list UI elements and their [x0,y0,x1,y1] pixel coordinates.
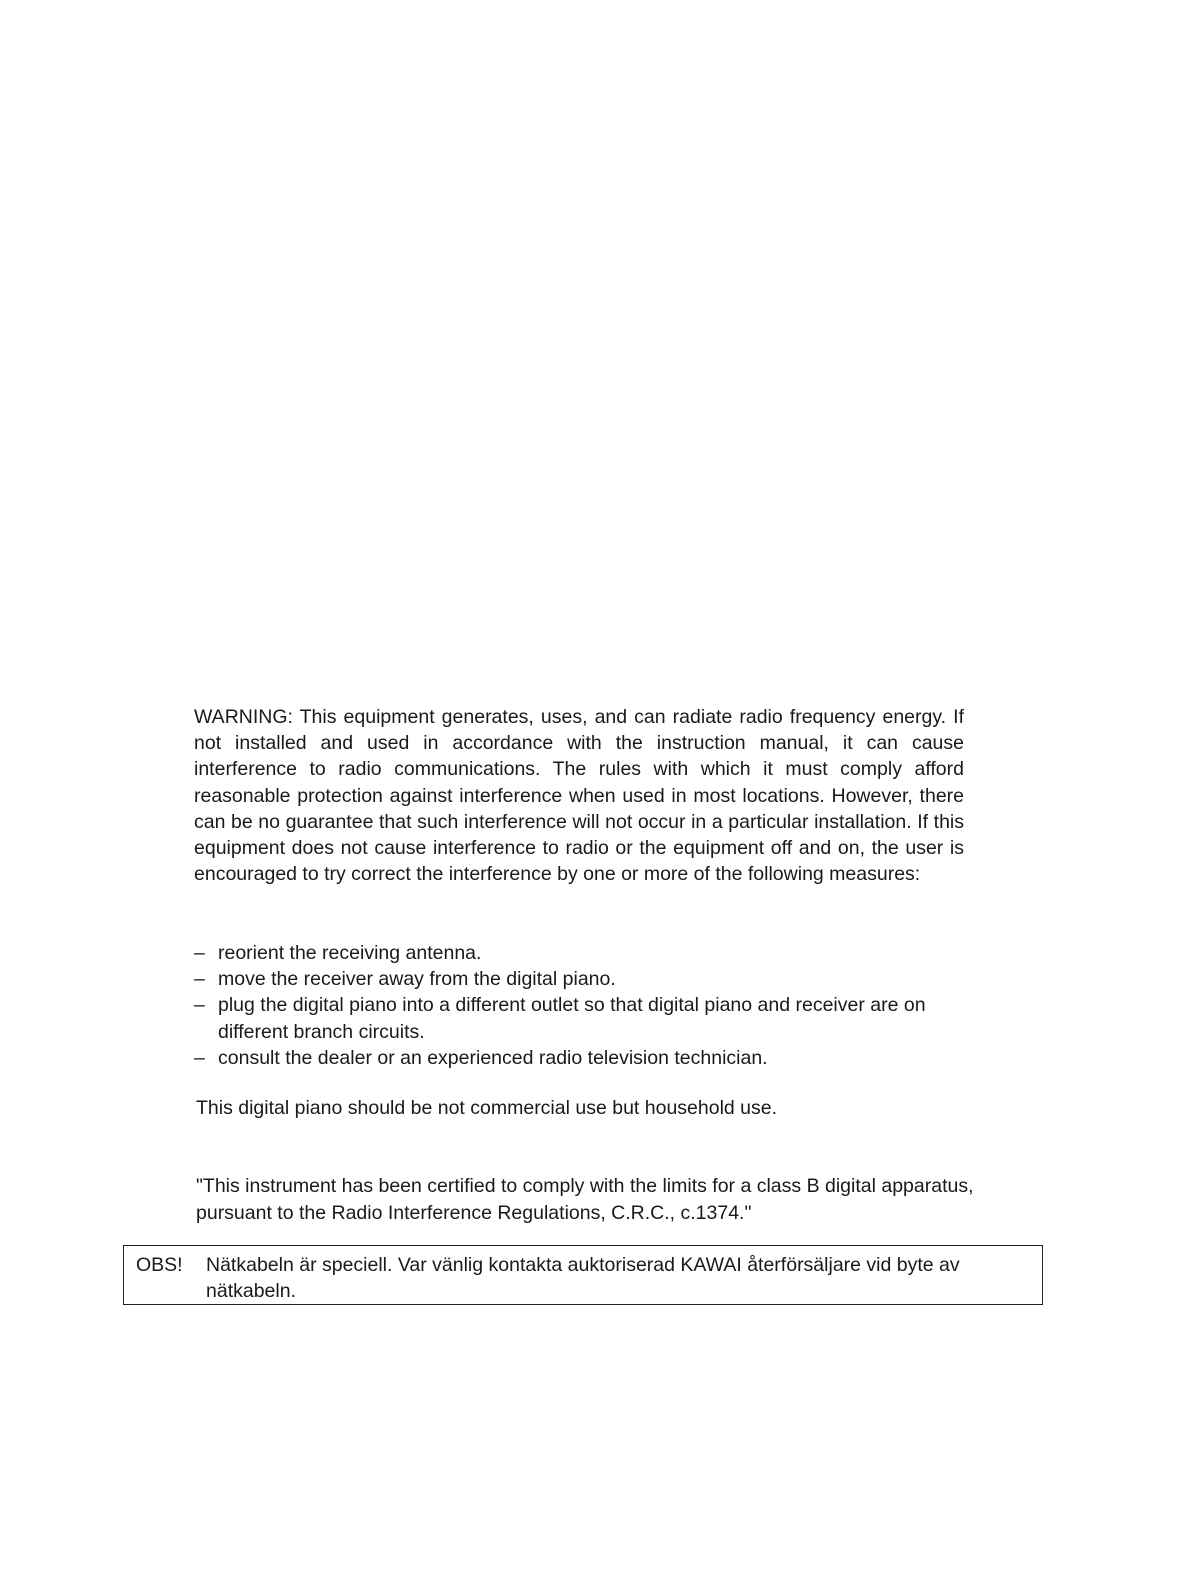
measure-text: reorient the receiving antenna. [218,942,482,964]
list-item [194,1045,954,1071]
bullet-dash: – [194,942,205,964]
obs-notice-box [123,1245,1043,1305]
list-item [194,940,954,966]
measure-text: consult the dealer or an experienced radio television technician. [218,1046,768,1069]
list-item [194,966,954,992]
list-item [194,992,954,1044]
household-use-note: This digital piano should be not commercial use but household use. [196,1097,778,1119]
certification-statement: "This instrument has been certified to comply with the limits for a class B digital apparatus, pursuant to the Radio Interference Regulations, C.R.C., c.1374." [196,1175,974,1224]
measure-text: move the receiver away from the digital piano. [218,968,616,991]
bullet-dash: – [194,968,205,991]
obs-label: OBS! [136,1254,183,1276]
bullet-dash: – [194,1046,205,1069]
fcc-warning-paragraph: WARNING: This equipment generates, uses, and can radiate radio frequency energy. If not installed and used in accordance with the instruction manual, it can cause interference to radio communications. The rules with which it must comply afford reasonable protection against interference when used in most locations. However, there can be no guarantee that such interference will not occur in a particular installation. If this equipment does not cause interference to radio or the equipment off and on, the user is encouraged to try correct the interference by one or more of the following measures: [194,706,964,886]
bullet-dash: – [194,994,205,1017]
obs-text: Nätkabeln är speciell. Var vänlig kontakta auktoriserad KAWAI återförsäljare vid byte av nätkabeln. [206,1254,960,1302]
measures-list [194,940,954,1071]
measure-text: plug the digital piano into a different outlet so that digital piano and receiver are on different branch circuits. [218,994,926,1043]
